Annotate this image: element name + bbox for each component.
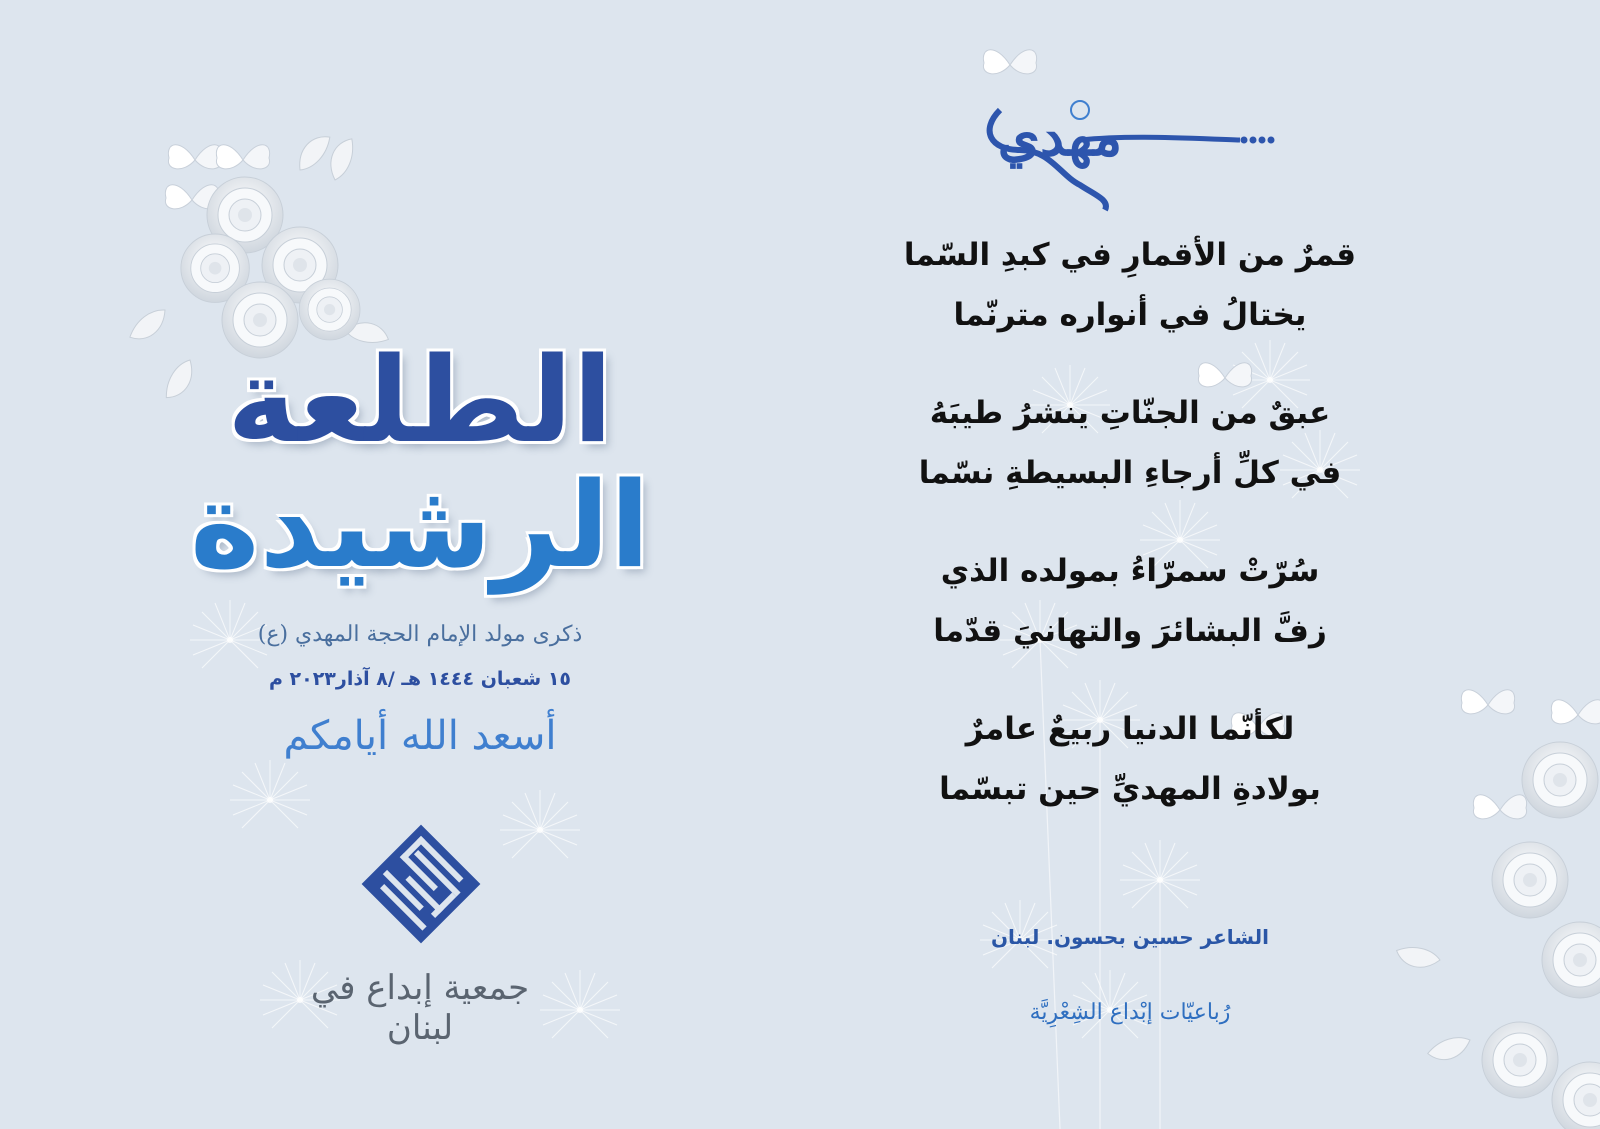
poem-verse: لكأنّما الدنيا ربيعٌ عامرٌ [965, 711, 1295, 747]
poem-verse: في كلِّ أرجاءِ البسيطةِ نسّما [918, 455, 1342, 491]
poem-stanza [900, 225, 1360, 345]
association-name: جمعية إبداع في لبنان [310, 968, 530, 1048]
occasion-text: ذكرى مولد الإمام الحجة المهدي (ع) [257, 622, 583, 647]
title-line-1: الطلعة [226, 331, 614, 469]
poem-verse: يختالُ في أنواره مترنّما [953, 297, 1307, 333]
poem-verse: بولادةِ المهديِّ حين تبسّما [939, 771, 1321, 807]
poem-verse: سُرّتْ سمرّاءُ بمولده الذي [940, 553, 1320, 589]
poem-verse: عبقٌ من الجنّاتِ ينشرُ طيبَهُ [929, 395, 1331, 431]
poem-verse: زفَّ البشائرَ والتهانيَ قدّما [933, 613, 1327, 649]
poem [900, 225, 1360, 857]
name-calligraphy: مهدي [997, 104, 1123, 168]
date-text: ١٥ شعبان ١٤٤٤ هـ /٨ آذار٢٠٢٣ م [268, 668, 572, 690]
poem-verse: قمرٌ من الأقمارِ في كبدِ السّما [903, 237, 1357, 273]
poem-stanza [900, 541, 1360, 661]
paper-flower-icon [1393, 742, 1600, 1129]
title-line-2: الرشيدة [189, 456, 651, 594]
poet-credit: الشاعر حسين بحسون. لبنان [990, 925, 1270, 949]
greeting-calligraphy: أسعد الله أيامكم [283, 713, 557, 759]
series-name: رُباعيّات إبْداع الشِعْرِيَّة [1029, 1000, 1231, 1025]
poem-stanza [900, 383, 1360, 503]
poem-stanza [900, 699, 1360, 819]
kufic-square-emblem-icon [362, 825, 481, 944]
